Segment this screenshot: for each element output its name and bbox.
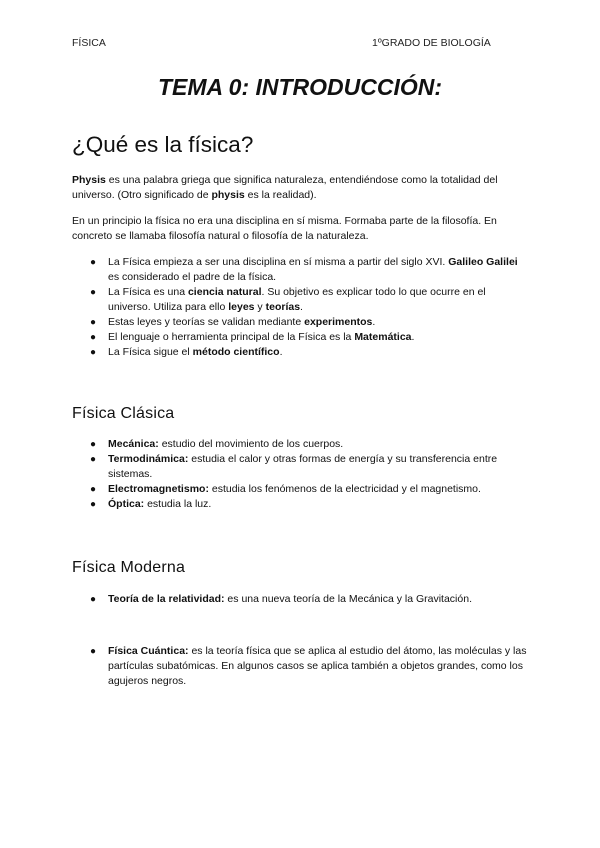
header-subject: FÍSICA [72,37,106,49]
list-item [72,644,528,689]
bold-term: Óptica: [108,498,145,510]
list-item [72,592,528,607]
bullet-icon: ● [90,287,97,298]
bold-term: método científico [192,346,280,358]
bullet-icon: ● [90,484,97,495]
bullet-icon: ● [90,257,97,268]
text-run: estudia el calor y otras formas de energía y su transferencia entre sistemas. [108,453,498,480]
bullet-icon: ● [90,332,97,343]
bold-term: teorías [265,301,301,313]
text-run: . [411,331,415,343]
text-run: La Física es una [108,286,188,298]
bullet-icon: ● [90,347,97,358]
bold-term: Mecánica: [108,438,159,450]
list-item [72,437,528,452]
text-run: El lenguaje o herramienta principal de la Física es la [108,331,355,343]
section-title-clasica: Física Clásica [72,405,175,422]
text-run: La Física empieza a ser una disciplina en sí misma a partir del siglo XVI. [108,256,449,268]
bold-term: ciencia natural [187,286,262,298]
bold-term: Termodinámica: [108,453,189,465]
bold-term: physis [211,189,245,201]
bold-term: leyes [228,301,255,313]
bold-term: Galileo Galilei [448,256,518,268]
bullet-icon: ● [90,499,97,510]
text-run: y [254,301,266,313]
list-item [72,255,528,285]
bold-term: Matemática [354,331,412,343]
section-title-moderna: Física Moderna [72,559,186,576]
list-item [72,330,528,345]
text-run: estudia la luz. [144,498,212,510]
list-item [72,482,528,497]
text-run: es la realidad). [244,189,317,201]
classic-bullet-list [72,437,528,512]
list-item [72,497,528,512]
bullet-icon: ● [90,454,97,465]
text-run: estudia los fenómenos de la electricidad y el magnetismo. [208,483,481,495]
bullet-icon: ● [90,439,97,450]
header-course: 1ºGRADO DE BIOLOGÍA [372,37,491,49]
paragraph-origen: En un principio la física no era una disciplina en sí misma. Formaba parte de la filosofía. En concreto se llamaba filosofía natural o filosofía de la naturaleza. [72,215,497,242]
list-item [72,452,528,482]
bullet-icon: ● [90,646,97,657]
text-run: es una nueva teoría de la Mecánica y la Gravitación. [224,593,472,605]
section-heading-que-es: ¿Qué es la física? [72,132,254,157]
list-item [72,315,528,330]
bold-term: Física Cuántica: [108,645,189,657]
bold-term: Teoría de la relatividad: [108,593,225,605]
text-run: estudio del movimiento de los cuerpos. [158,438,344,450]
text-run: La Física sigue el [108,346,193,358]
text-run: . [279,346,283,358]
modern-bullet-list-1 [72,592,528,607]
text-run: . [300,301,303,313]
text-run: es una palabra griega que significa naturaleza, entendiéndose como la totalidad del universo. (Otro significado de [72,174,498,201]
bold-term: experimentos [304,316,373,328]
list-item [72,345,528,360]
text-run: Estas leyes y teorías se validan mediante [108,316,305,328]
list-item [72,285,528,315]
bold-term: Physis [72,174,106,186]
page-title: TEMA 0: INTRODUCCIÓN: [157,74,443,100]
bullet-icon: ● [90,317,97,328]
modern-bullet-list-2 [72,644,528,689]
bold-term: Electromagnetismo: [108,483,209,495]
bullet-icon: ● [90,594,97,605]
text-run: es la teoría física que se aplica al estudio del átomo, las moléculas y las partículas subatómicas. En algunos casos se aplica también a objetos grandes, como los agujeros negros. [108,645,527,687]
text-run: . Su objetivo es explicar todo lo que ocurre en el universo. Utiliza para ello [108,286,486,313]
text-run: es considerado el padre de la física. [108,271,277,283]
intro-bullet-list [72,255,528,360]
text-run: . [372,316,376,328]
paragraph-physis [72,173,530,203]
